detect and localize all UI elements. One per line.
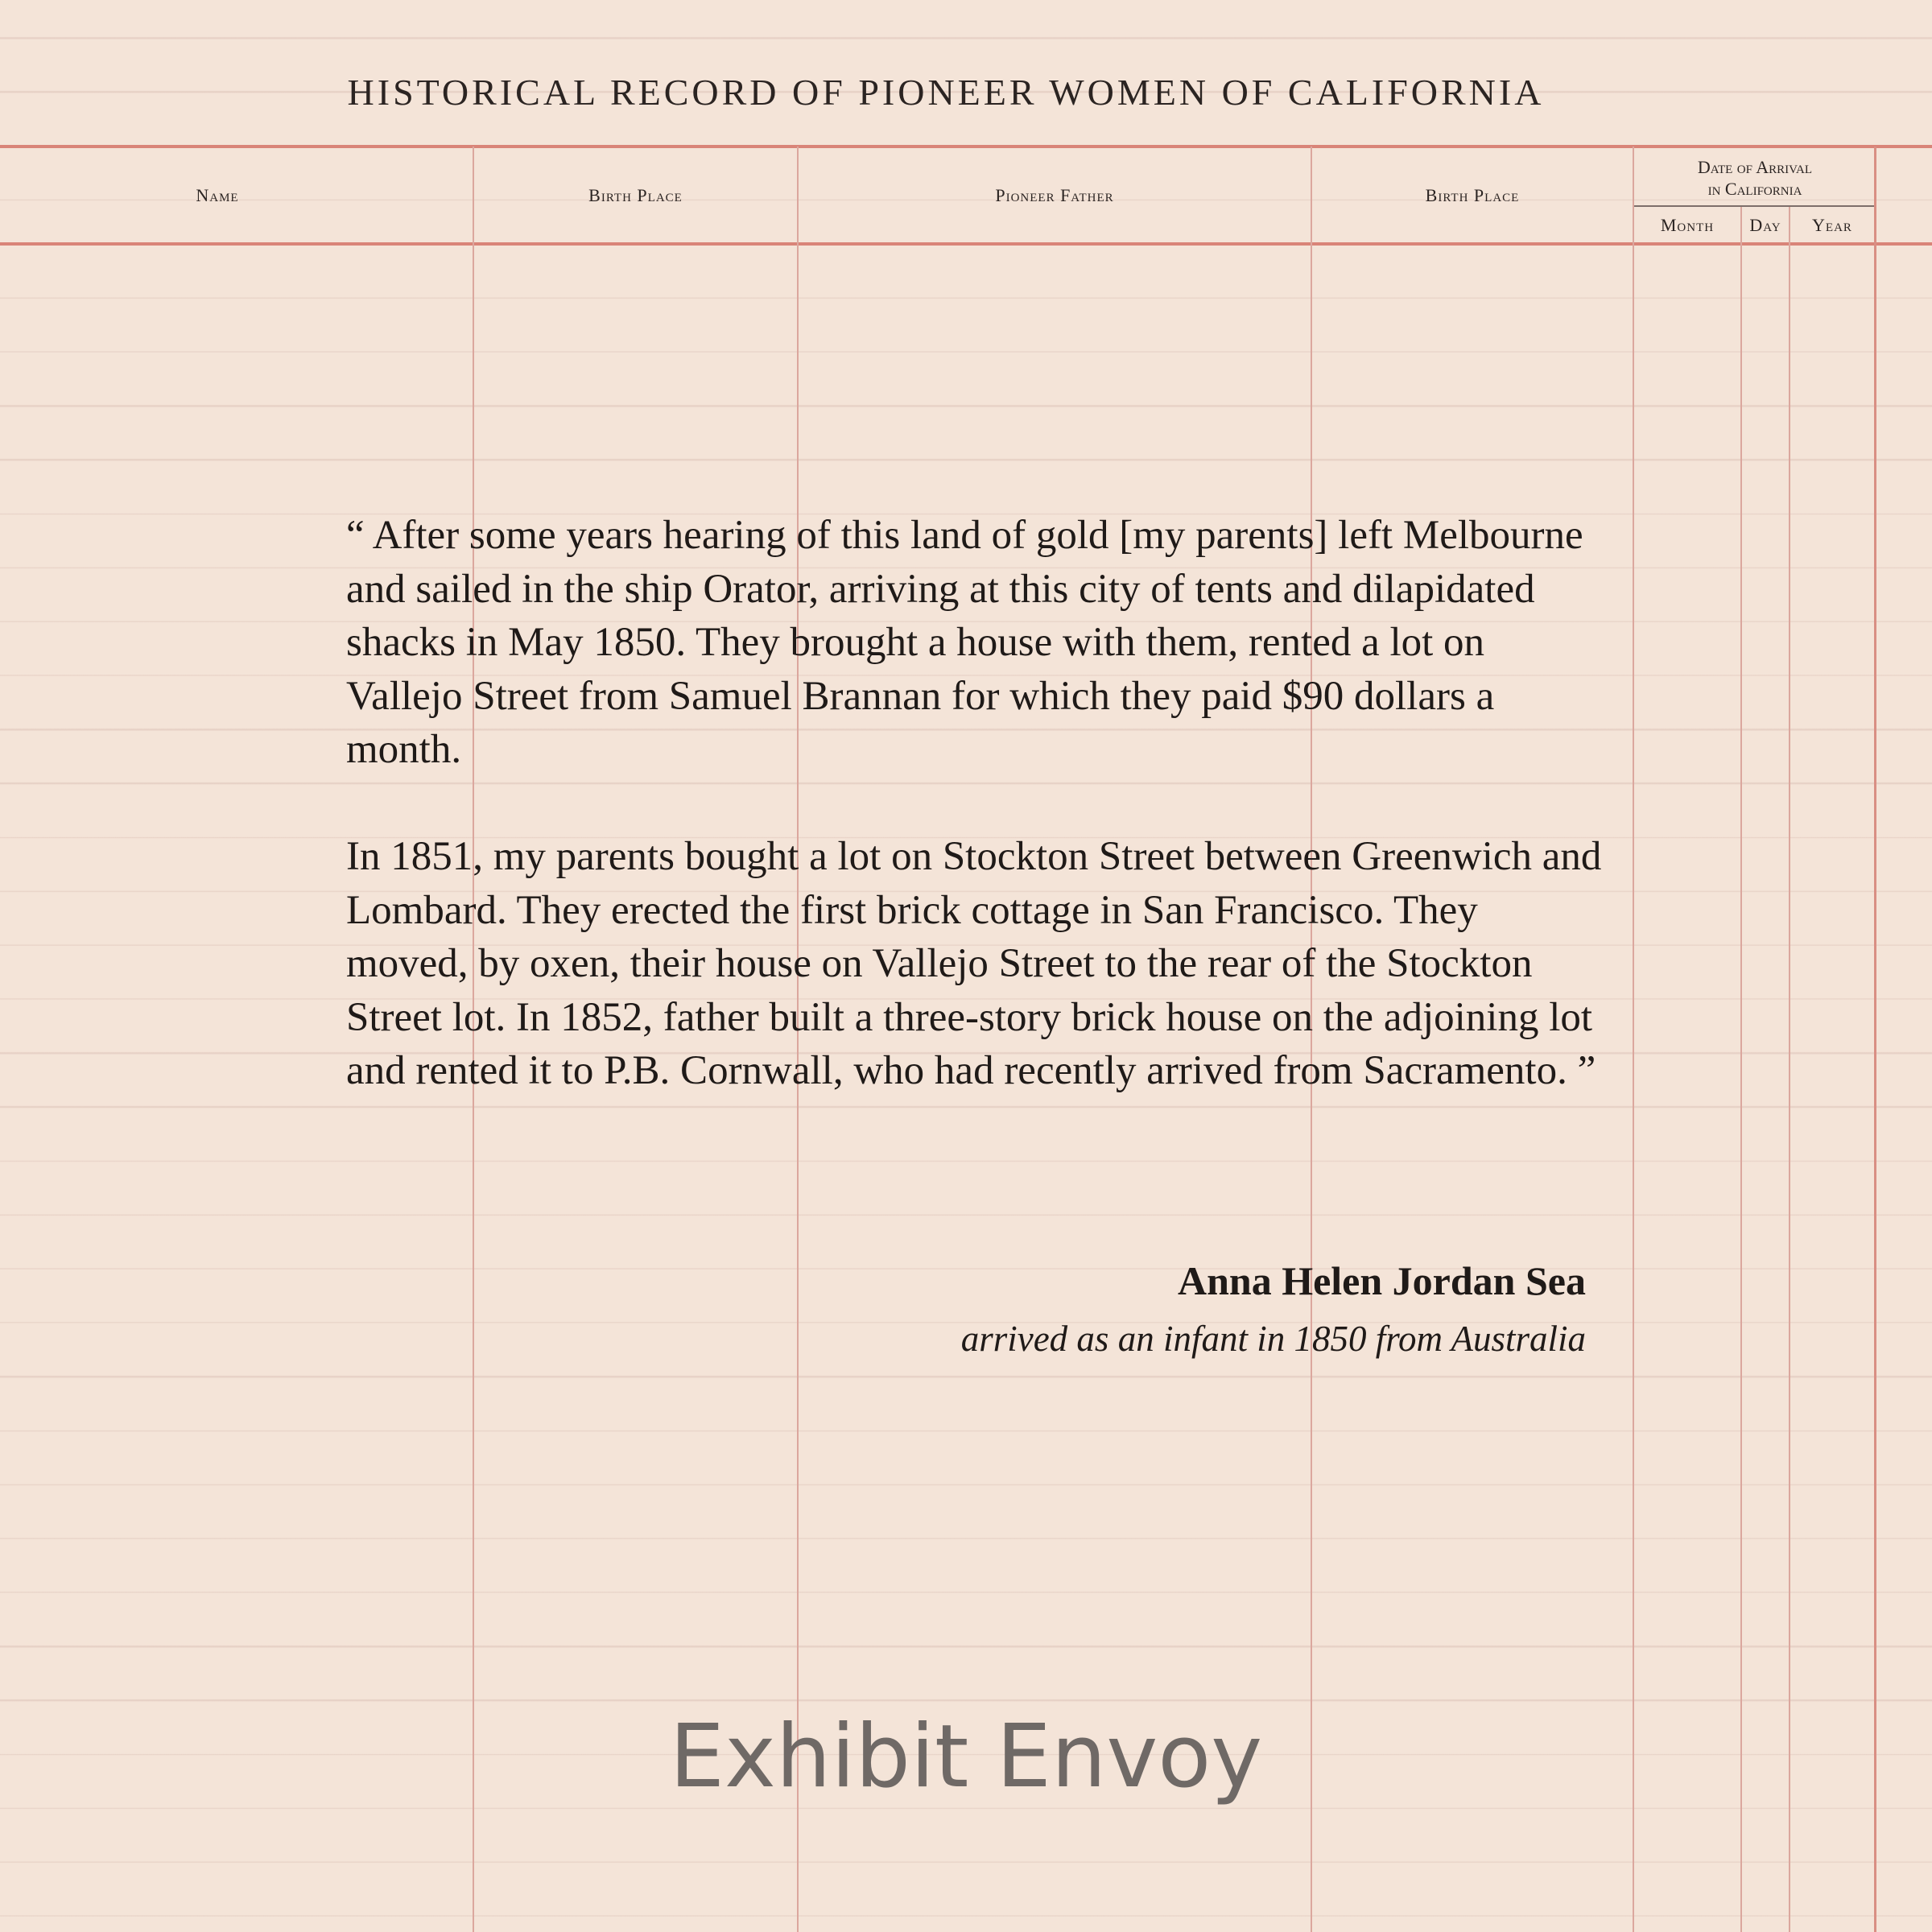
quote-block — [346, 509, 1602, 1098]
column-header-father-birth-place: Birth Place — [1425, 185, 1520, 205]
column-header-name: Name — [196, 185, 239, 205]
column-header-arrival-date — [1634, 156, 1876, 200]
quote-paragraph: In 1851, my parents bought a lot on Stockton Street between Greenwich and Lombard. They erected the first brick cottage in San Francisco. They moved, by oxen, their house on Vallejo Street to the rear of the Stockton Street lot. In 1852, father built a three-story brick house on the adjoining lot and rented it to P.B. Cornwall, who had recently arrived from Sacramento. ” — [346, 834, 1602, 1093]
column-divider — [1874, 147, 1876, 1932]
arrival-header-line1: Date of Arrival — [1697, 157, 1813, 177]
arrival-subheader-rule — [1634, 205, 1876, 207]
column-header-day: Day — [1749, 215, 1781, 235]
column-header-month: Month — [1660, 215, 1715, 235]
column-header-birth-place: Birth Place — [588, 185, 683, 205]
signature-note: arrived as an infant in 1850 from Australia — [960, 1319, 1586, 1359]
column-divider — [1633, 147, 1634, 1932]
page-title: HISTORICAL RECORD OF PIONEER WOMEN OF CALIFORNIA — [347, 72, 1545, 113]
column-divider — [1789, 207, 1790, 1932]
column-header-pioneer-father: Pioneer Father — [995, 185, 1114, 205]
column-header-year: Year — [1812, 215, 1852, 235]
signature-name: Anna Helen Jordan Sea — [1177, 1258, 1586, 1303]
arrival-header-line2: in California — [1707, 179, 1802, 199]
quote-paragraph: “ After some years hearing of this land of gold [my parents] left Melbourne and sailed in the ship Orator, arriving at this city of tents and dilapidated shacks in May 1850. They brought a house with them, rented a lot on Vallejo Street from Samuel Brannan for which they paid $90 dollars a month. — [346, 513, 1583, 772]
column-divider — [1740, 207, 1742, 1932]
watermark-text: Exhibit Envoy — [669, 1707, 1263, 1807]
header-top-rule — [0, 145, 1932, 148]
header-bottom-rule — [0, 242, 1932, 246]
